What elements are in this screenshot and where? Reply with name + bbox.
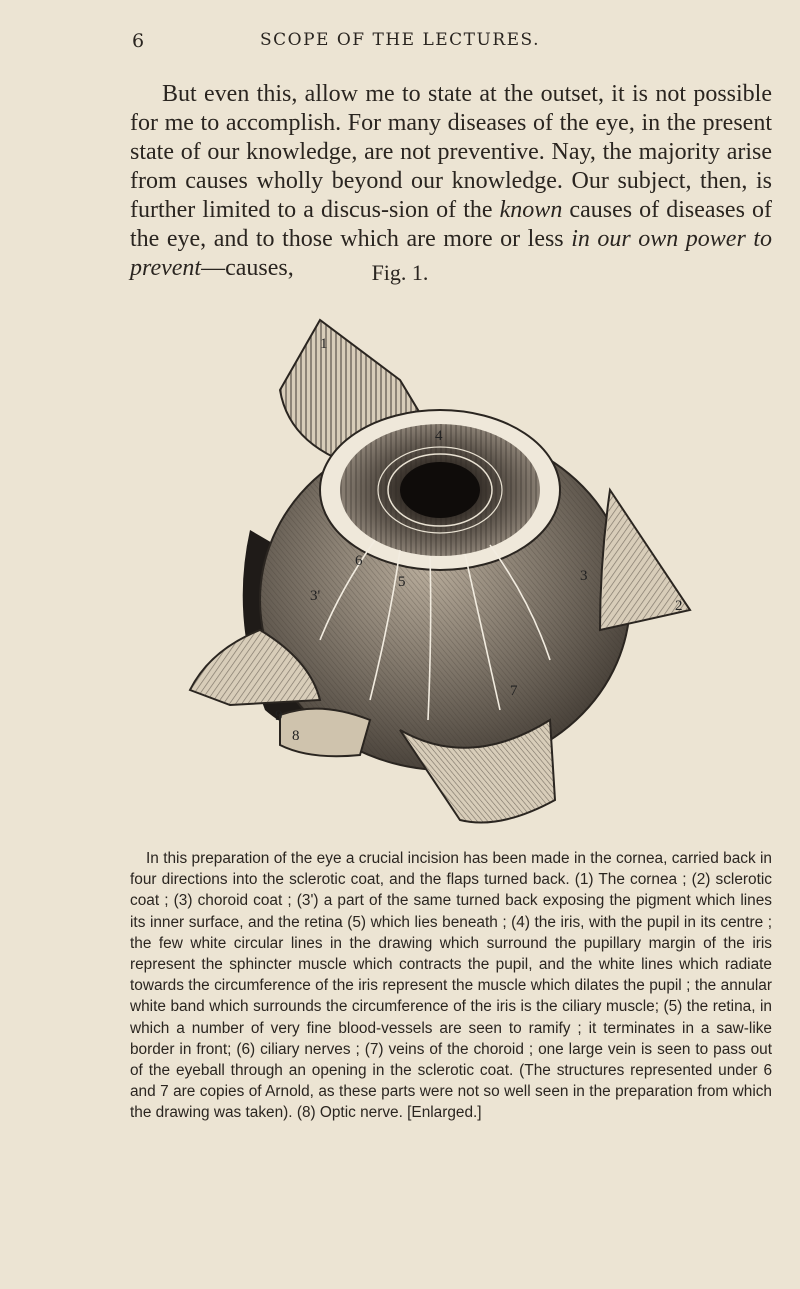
callout-2: 2 bbox=[675, 598, 683, 614]
body-text-part-2: causes of diseases of the eye, and to those which are more or less bbox=[130, 197, 773, 252]
caption-text: In this preparation of the eye a crucial incision has been made in the cornea, carried back in four directions into the sclerotic coat, and the flaps turned back. (1) The cornea ; (2) sclerotic coat ; (3) choroid coat ; (3') a part of the same turned back exposing the pigment which lines its inner surface, and the retina (5) which lies beneath ; (4) the iris, with the pupil in its centre ; the few white circular lines in the drawing which surround the pupillary margin of the iris represent the sphincter muscle which contracts the pupil, and the white lines which radiate towards the circumference of the iris represent the muscle which dilates the pupil ; the annular white band which surrounds the circumference of the iris is the ciliary muscle; (5) the retina, in which a number of very fine blood-vessels are seen to ramify ; it terminates in a saw-like border in front; (6) ciliary nerves ; (7) veins of the choroid ; one large vein is seen to pass out of the eyeball through an opening in the sclerotic coat. (The structures represented under 6 and 7 are copies of Arnold, as these parts were not so well seen in the preparation from which the drawing was taken). (8) Optic nerve. [Enlarged.] bbox=[130, 850, 772, 1122]
pupil-shape bbox=[400, 462, 480, 518]
callout-7: 7 bbox=[510, 683, 518, 699]
eye-illustration bbox=[170, 300, 730, 840]
page-header bbox=[0, 30, 800, 56]
body-text-emphasis-known: known bbox=[499, 197, 563, 223]
callout-6: 6 bbox=[355, 553, 363, 569]
callout-1: 1 bbox=[320, 336, 328, 352]
callout-3: 3 bbox=[580, 568, 588, 584]
callout-4: 4 bbox=[435, 428, 443, 444]
figure-label: Fig. 1. bbox=[371, 260, 429, 285]
eye-dissection-figure bbox=[170, 300, 730, 840]
body-text-part-1: But even this, allow me to state at the outset, it is not possible for me to accomplish. For many diseases of the eye, in the present state of our knowledge, are not preventive. Nay, the majority arise from causes wholly beyond our knowledge. Our subject, then, is further limited to a discus-sion of the bbox=[130, 81, 772, 223]
callout-9: 9 bbox=[275, 708, 283, 724]
body-paragraph bbox=[130, 80, 772, 283]
body-text-part-3: —causes, bbox=[201, 255, 294, 281]
callout-8: 8 bbox=[292, 728, 300, 744]
callout-5: 5 bbox=[398, 574, 406, 590]
body-text-emphasis-power: in our own power to prevent bbox=[130, 226, 773, 281]
callout-3-prime: 3' bbox=[310, 588, 321, 604]
running-head: SCOPE OF THE LECTURES. bbox=[260, 30, 540, 50]
page-number: 6 bbox=[132, 30, 145, 52]
figure-caption bbox=[130, 848, 772, 1124]
